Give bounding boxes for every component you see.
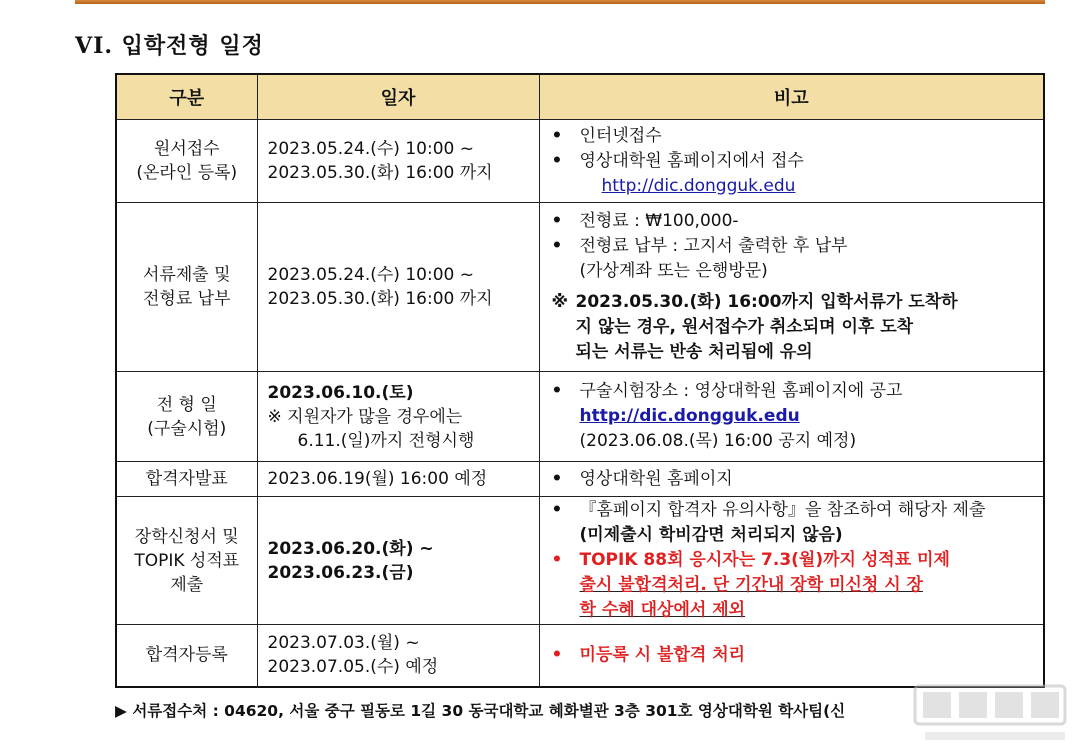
date-line: 2023.05.24.(수) 10:00 ~ — [267, 265, 474, 285]
category-line: 장학신청서 및 — [134, 526, 239, 547]
note-bullet: • 『홈페이지 합격자 유의사항』을 참조하여 해당자 제출 — [550, 498, 1034, 523]
topik-warning — [550, 548, 1034, 623]
submission-address: ▶ 서류접수처 : 04620, 서울 중구 필동로 1길 30 동국대학교 혜화별관 3층 301호 영상대학원 학사팀(신 — [115, 702, 846, 720]
warning-line: 미등록 시 불합격 처리 — [579, 644, 746, 665]
warning-line: 출시 불합격처리. 단 기간내 장학 미신청 시 장 — [579, 575, 923, 595]
row-note — [539, 497, 1044, 625]
date-note-line: 6.11.(일)까지 전형시행 — [297, 430, 475, 451]
note-bullet: • 영상대학원 홈페이지에서 접수 — [550, 149, 1034, 174]
note-sub: (가상계좌 또는 은행방문) — [579, 261, 768, 281]
category-line: 전형료 납부 — [142, 289, 231, 309]
notice-line: 되는 서류는 반송 처리됨에 유의 — [575, 342, 813, 362]
notice-line: 2023.05.30.(화) 16:00까지 입학서류가 도착하 — [575, 292, 958, 312]
row-note — [539, 372, 1044, 462]
note-sub: (2023.06.08.(목) 16:00 공지 예정) — [579, 431, 857, 451]
admission-schedule-table — [115, 73, 1045, 688]
header-category: 구분 — [116, 74, 257, 120]
date-line: 2023.05.24.(수) 10:00 ~ — [267, 139, 474, 159]
row-category — [116, 372, 257, 462]
row-note — [539, 120, 1044, 203]
category-line: TOPIK 성적표 — [134, 550, 240, 571]
warning-line: TOPIK 88회 응시자는 7.3(월)까지 성적표 미제 — [579, 550, 950, 570]
row-date — [257, 625, 539, 687]
notice-line: 지 않는 경우, 원서접수가 취소되며 이후 도착 — [575, 317, 914, 337]
row-category — [116, 120, 257, 203]
category-line: 원서접수 — [153, 139, 220, 159]
note-bullet: • 인터넷접수 — [550, 124, 1034, 149]
note-bullet: • 구술시험장소 : 영상대학원 홈페이지에 공고 — [550, 379, 1034, 404]
table-row — [116, 462, 1044, 497]
row-date — [257, 372, 539, 462]
notice-mark-icon: ※ — [551, 292, 569, 312]
row-category — [116, 203, 257, 372]
date-note-line: ※ 지원자가 많을 경우에는 — [267, 406, 463, 427]
category-line: 서류제출 및 — [142, 265, 231, 285]
date-line: 2023.07.03.(월) ~ — [267, 633, 420, 654]
row-date — [257, 120, 539, 203]
section-title: VI. 입학전형 일정 — [75, 33, 264, 59]
table-row — [116, 120, 1044, 203]
table-row — [116, 497, 1044, 625]
row-category — [116, 497, 257, 625]
date-line: 2023.05.30.(화) 16:00 까지 — [267, 289, 493, 309]
watermark-logo-icon — [905, 678, 1080, 750]
row-note — [539, 462, 1044, 497]
date-line: 2023.06.19(월) 16:00 예정 — [267, 469, 488, 489]
header-date: 일자 — [257, 74, 539, 120]
category-line: (구술시험) — [147, 418, 227, 439]
red-bullet-icon: • — [551, 644, 563, 665]
row-date — [257, 497, 539, 625]
row-note — [539, 203, 1044, 372]
table-row — [116, 203, 1044, 372]
top-accent-bar — [75, 0, 1045, 4]
row-date — [257, 462, 539, 497]
note-bullet: • 영상대학원 홈페이지 — [550, 467, 1034, 492]
homepage-link[interactable]: http://dic.dongguk.edu — [601, 175, 796, 196]
date-line: 2023.06.23.(금) — [267, 562, 414, 583]
table-row — [116, 372, 1044, 462]
note-bullet: • 전형료 납부 : 고지서 출력한 후 납부 — [550, 234, 1034, 259]
red-bullet-icon: • — [551, 550, 563, 570]
row-category — [116, 625, 257, 687]
date-line: 2023.07.05.(수) 예정 — [267, 657, 439, 678]
note-bullet: • 전형료 : ₩100,000- — [550, 209, 1034, 234]
category-line: (온라인 등록) — [136, 163, 238, 183]
row-date — [257, 203, 539, 372]
date-line: 2023.06.20.(화) ~ — [267, 538, 434, 559]
date-line: 2023.05.30.(화) 16:00 까지 — [267, 163, 493, 183]
category-line: 합격자발표 — [145, 469, 228, 489]
category-line: 전 형 일 — [156, 394, 217, 415]
table-header-row — [116, 74, 1044, 120]
registration-warning — [550, 643, 1034, 668]
date-line: 2023.06.10.(토) — [267, 382, 414, 403]
header-note: 비고 — [539, 74, 1044, 120]
warning-line: 학 수혜 대상에서 제외 — [579, 600, 746, 620]
row-category — [116, 462, 257, 497]
homepage-link[interactable]: http://dic.dongguk.edu — [579, 406, 800, 426]
category-line: 제출 — [170, 574, 204, 595]
deadline-notice — [550, 290, 1034, 365]
category-line: 합격자등록 — [145, 645, 228, 666]
note-sub: (미제출시 학비감면 처리되지 않음) — [579, 525, 843, 545]
